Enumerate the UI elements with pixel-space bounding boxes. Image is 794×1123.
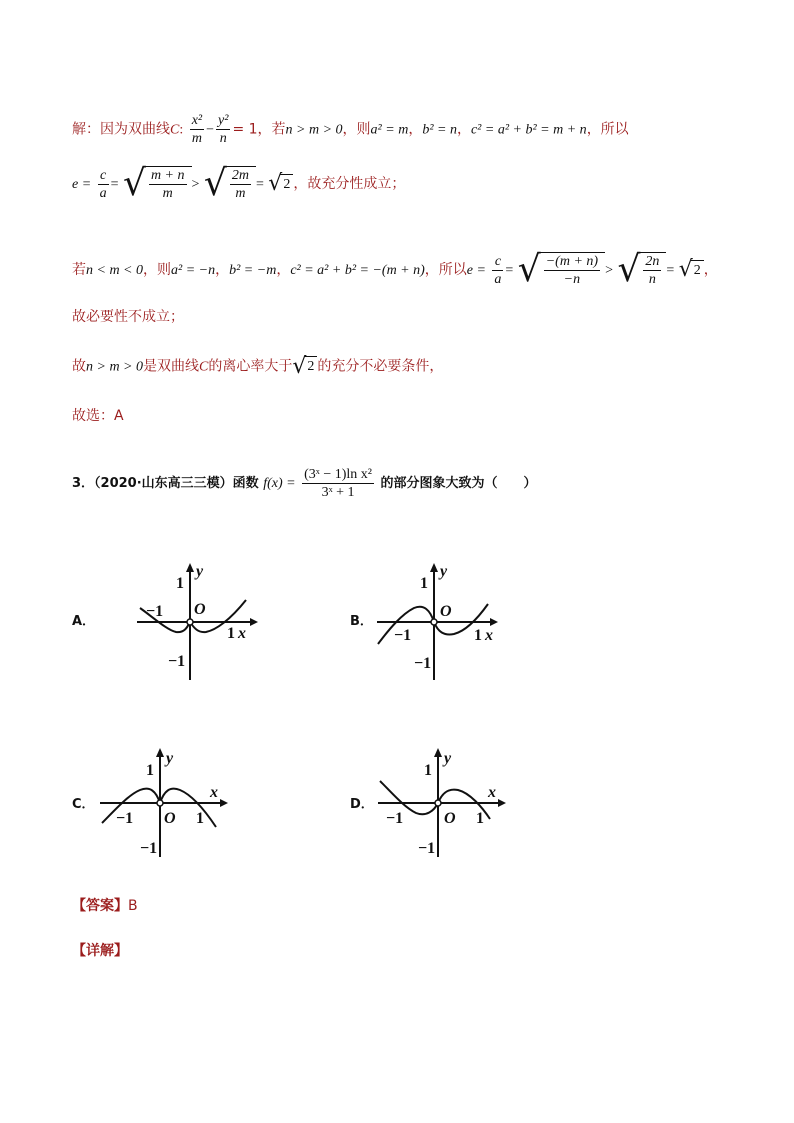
sqrt-expression <box>678 257 704 282</box>
math: n < m < 0 <box>86 263 144 278</box>
tick-label-neg1: −1 <box>146 603 164 620</box>
radical-sign: √ <box>122 163 146 204</box>
math: : <box>179 122 184 138</box>
fraction <box>190 112 204 147</box>
numerator: c <box>494 253 502 269</box>
graph-option-d[interactable] <box>376 745 516 870</box>
graph-option-b[interactable] <box>372 560 502 690</box>
math: a² = −n <box>171 263 216 278</box>
option-c-label[interactable]: C． <box>72 797 95 812</box>
denominator: n <box>643 270 661 288</box>
y-axis-arrow <box>430 563 438 572</box>
sqrt-expression <box>268 171 293 196</box>
graph-option-c[interactable] <box>98 745 238 870</box>
solution-line-5 <box>72 353 444 379</box>
math: f(x) = <box>263 476 296 491</box>
question-3 <box>72 466 537 501</box>
math: b² = n <box>422 122 457 138</box>
denominator: m <box>149 184 187 202</box>
sqrt-expression <box>203 163 256 204</box>
tick-label-neg1: −1 <box>418 840 436 857</box>
tick-label-1: 1 <box>227 625 235 642</box>
sqrt-expression <box>122 163 192 204</box>
detail-heading <box>72 940 128 960</box>
tick-label-1: 1 <box>424 762 432 779</box>
text: ， <box>456 121 471 138</box>
math: > <box>605 263 613 278</box>
open-point <box>187 619 193 625</box>
y-axis-label: y <box>196 563 204 580</box>
sqrt-expression <box>517 249 605 290</box>
tick-label-1: 1 <box>474 627 482 644</box>
fraction <box>302 466 374 501</box>
radical-sign: √ <box>617 249 641 290</box>
tick-label-1: 1 <box>476 810 484 827</box>
math: e = <box>466 263 486 278</box>
denominator: a <box>494 271 502 287</box>
numerator: y² <box>218 113 229 128</box>
denominator: 3ˣ + 1 <box>302 483 374 501</box>
text: = 1，若 <box>232 121 286 138</box>
text: 是双曲线 <box>143 358 200 375</box>
text: 的离心率大于 <box>208 358 293 375</box>
text: ，则 <box>143 262 172 278</box>
radical-sign: √ <box>292 353 307 379</box>
numerator: −(m + n) <box>545 254 599 269</box>
math: n > m > 0 <box>285 122 343 138</box>
answer-line <box>72 895 138 915</box>
solution-line-3 <box>72 249 718 290</box>
x-axis-label: x <box>488 784 496 801</box>
math: n > m > 0 <box>86 359 144 375</box>
y-axis-arrow <box>186 563 194 572</box>
radicand: 2 <box>280 174 293 195</box>
text: ， <box>408 121 423 138</box>
tick-label-1: 1 <box>176 575 184 592</box>
open-point <box>431 619 437 625</box>
option-b-label[interactable]: B． <box>350 614 373 629</box>
text: ， <box>703 262 718 278</box>
tick-label-neg1: −1 <box>386 810 404 827</box>
tick-label-1: 1 <box>146 762 154 779</box>
solution-line-4 <box>72 307 184 327</box>
text: 解：因为双曲线 <box>72 121 170 138</box>
text: ， <box>276 262 291 278</box>
solution-line-2 <box>72 163 406 204</box>
tick-label-1: 1 <box>196 810 204 827</box>
open-point <box>435 800 441 806</box>
math: = <box>666 263 675 278</box>
math: = <box>255 177 264 192</box>
math: > <box>191 177 200 192</box>
x-axis-label: x <box>485 627 493 644</box>
solution-line-6 <box>72 406 124 426</box>
x-axis-arrow <box>250 618 258 626</box>
numerator: x² <box>191 113 203 128</box>
math: − <box>206 122 215 138</box>
y-axis-arrow <box>156 748 164 757</box>
tick-label-neg1: −1 <box>414 655 432 672</box>
tick-label-neg1: −1 <box>394 627 412 644</box>
text: 故选：A <box>72 408 124 424</box>
math: C <box>170 122 180 138</box>
option-a-label[interactable]: A． <box>72 614 96 629</box>
numerator: c <box>100 167 107 183</box>
radical-sign: √ <box>203 163 227 204</box>
origin-label: O <box>194 601 206 618</box>
numerator: m + n <box>150 168 185 183</box>
x-axis-arrow <box>490 618 498 626</box>
text: ，则 <box>342 121 371 138</box>
text: ，故充分性成立； <box>293 176 406 192</box>
question-suffix: 的部分图象大致为（ ） <box>380 476 537 491</box>
tick-label-neg1: −1 <box>116 810 134 827</box>
graph-option-a[interactable] <box>132 560 262 690</box>
y-axis-label: y <box>444 750 452 767</box>
sqrt-expression <box>617 249 666 290</box>
y-axis-arrow <box>434 748 442 757</box>
math: = <box>505 263 514 278</box>
denominator: a <box>99 185 107 201</box>
x-axis-arrow <box>220 799 228 807</box>
detail-label: 【详解】 <box>72 943 128 959</box>
origin-label: O <box>444 810 456 827</box>
tick-label-neg1: −1 <box>168 653 186 670</box>
math: a² = m <box>370 122 409 138</box>
radical-sign: √ <box>268 171 283 196</box>
text: 故必要性不成立； <box>72 309 184 325</box>
x-axis-arrow <box>498 799 506 807</box>
text: 的充分不必要条件， <box>317 358 444 375</box>
math: = <box>110 177 119 192</box>
solution-line-1 <box>72 112 629 147</box>
text: 若 <box>72 262 86 278</box>
open-point <box>157 800 163 806</box>
text: 故 <box>72 358 86 375</box>
radicand: 2 <box>691 260 704 281</box>
numerator: 2m <box>231 168 249 183</box>
x-axis-label: x <box>210 784 218 801</box>
math: c² = a² + b² = −(m + n) <box>290 263 425 278</box>
y-axis-label: y <box>440 563 448 580</box>
fraction <box>492 253 503 288</box>
radicand: 2 <box>304 356 317 377</box>
answer-value: B <box>128 898 138 914</box>
fraction <box>98 167 109 202</box>
denominator: m <box>190 129 204 147</box>
math: c² = a² + b² = m + n <box>470 122 587 138</box>
option-d-label[interactable]: D． <box>350 797 374 812</box>
denominator: n <box>216 129 230 147</box>
fraction <box>216 112 230 147</box>
x-axis-label: x <box>238 625 246 642</box>
origin-label: O <box>440 603 452 620</box>
radical-sign: √ <box>678 257 693 282</box>
math: C <box>199 359 209 375</box>
numerator: (3ˣ − 1)ln x² <box>304 467 372 482</box>
tick-label-1: 1 <box>420 575 428 592</box>
y-axis-label: y <box>166 750 174 767</box>
denominator: m <box>230 184 251 202</box>
tick-label-neg1: −1 <box>140 840 158 857</box>
math: e = <box>72 177 92 192</box>
radical-sign: √ <box>517 249 541 290</box>
text: ， <box>215 262 230 278</box>
numerator: 2n <box>645 254 660 269</box>
text: ，所以 <box>424 262 467 278</box>
denominator: −n <box>544 270 600 288</box>
text: ，所以 <box>586 121 629 138</box>
math: b² = −m <box>229 263 277 278</box>
origin-label: O <box>164 810 176 827</box>
sqrt-expression <box>292 353 317 379</box>
answer-label: 【答案】 <box>72 898 128 914</box>
question-prefix: 3．（2020·山东高三三模）函数 <box>72 476 259 491</box>
